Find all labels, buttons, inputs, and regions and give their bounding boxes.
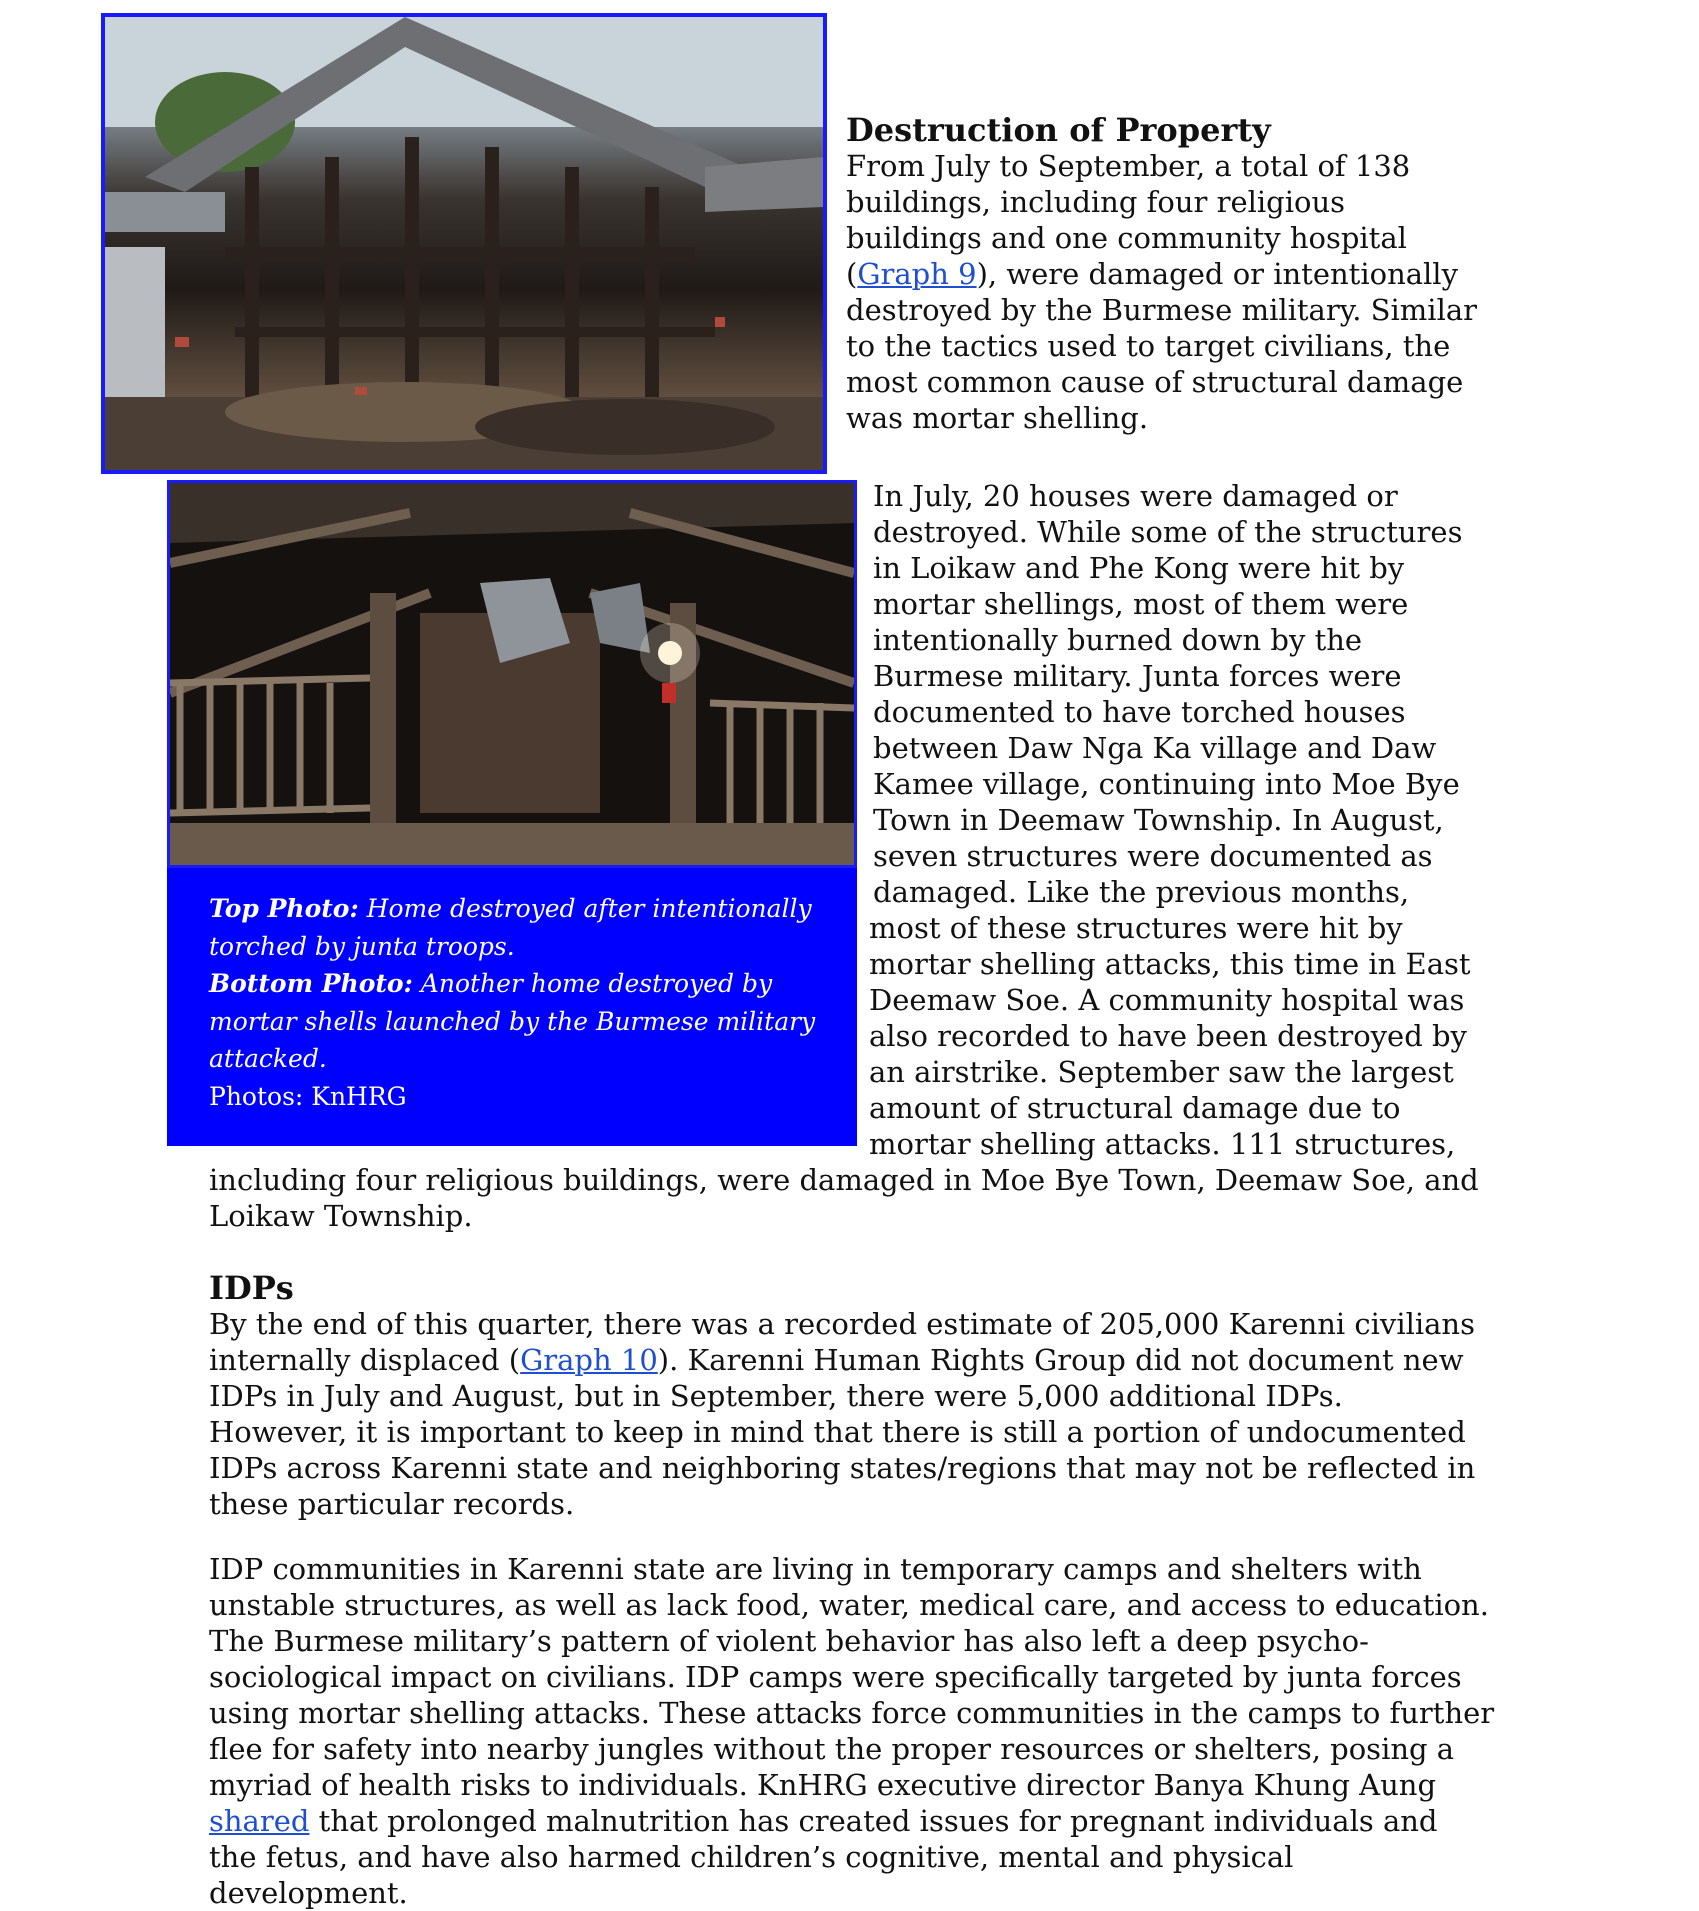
text-fragment: ), were damaged or intentionally <box>976 257 1458 291</box>
text-line <box>209 1803 1539 1839</box>
text-line: buildings and one community hospital <box>846 221 1407 255</box>
text-line: the fetus, and have also harmed children’s cognitive, mental and physical <box>209 1840 1294 1874</box>
text-line: amount of structural damage due to <box>869 1091 1401 1125</box>
text-line: destroyed by the Burmese military. Similar <box>846 293 1478 327</box>
text-line: between Daw Nga Ka village and Daw <box>873 731 1437 765</box>
text-line: these particular records. <box>209 1487 575 1521</box>
caption-bottom-line-1 <box>209 965 817 1003</box>
text-fragment: ( <box>846 257 858 291</box>
text-line: seven structures were documented as <box>873 839 1433 873</box>
text-line: myriad of health risks to individuals. KnHRG executive director Banya Khung Aung <box>209 1768 1437 1802</box>
caption-bottom-line-3: attacked. <box>209 1044 327 1073</box>
destruction-paragraph-2-lower <box>869 910 1499 1162</box>
text-line: mortar shelling attacks, this time in East <box>869 947 1471 981</box>
photo-caption-box <box>167 868 857 1146</box>
caption-top-label: Top Photo: <box>209 894 359 923</box>
text-line: in Loikaw and Phe Kong were hit by <box>873 551 1405 585</box>
caption-top-line-2: torched by junta troops. <box>209 931 515 961</box>
text-line: Loikaw Township. <box>209 1199 473 1233</box>
caption-bottom-line-2: mortar shells launched by the Burmese military <box>209 1006 816 1036</box>
top-photo-burned-house <box>101 13 827 474</box>
text-line: most of these structures were hit by <box>869 911 1403 945</box>
text-line: sociological impact on civilians. IDP camps were specifically targeted by junta forces <box>209 1660 1462 1694</box>
text-line: an airstrike. September saw the largest <box>869 1055 1454 1089</box>
damaged-interior-illustration <box>170 483 854 865</box>
text-line: However, it is important to keep in mind that there is still a portion of undocumented <box>209 1415 1466 1449</box>
text-fragment: that prolonged malnutrition has created issues for pregnant individuals and <box>309 1804 1438 1838</box>
text-line: The Burmese military’s pattern of violent behavior has also left a deep psycho- <box>209 1624 1369 1658</box>
text-line: mortar shelling attacks. 111 structures, <box>869 1127 1456 1161</box>
caption-bottom-label: Bottom Photo: <box>209 969 413 998</box>
text-line: mortar shellings, most of them were <box>873 587 1409 621</box>
bottom-photo-damaged-interior <box>167 480 857 868</box>
idps-heading: IDPs <box>209 1269 294 1307</box>
text-line: intentionally burned down by the <box>873 623 1363 657</box>
caption-top-line-1 <box>209 890 817 928</box>
text-fragment: internally displaced ( <box>209 1343 521 1377</box>
text-line: Kamee village, continuing into Moe Bye <box>873 767 1460 801</box>
graph-9-link[interactable]: Graph 9 <box>857 257 977 291</box>
text-line: flee for safety into nearby jungles without the proper resources or shelters, posing a <box>209 1732 1455 1766</box>
text-line: buildings, including four religious <box>846 185 1346 219</box>
text-line: also recorded to have been destroyed by <box>869 1019 1467 1053</box>
text-line: development. <box>209 1876 408 1910</box>
burned-house-illustration <box>105 17 823 470</box>
text-line: destroyed. While some of the structures <box>873 515 1463 549</box>
text-line: In July, 20 houses were damaged or <box>873 479 1398 513</box>
text-line: including four religious buildings, were damaged in Moe Bye Town, Deemaw Soe, and <box>209 1163 1479 1197</box>
caption-bottom-text: Another home destroyed by <box>412 969 773 998</box>
text-fragment: ). Karenni Human Rights Group did not document new <box>657 1343 1464 1377</box>
text-line: using mortar shelling attacks. These attacks force communities in the camps to further <box>209 1696 1495 1730</box>
text-line <box>209 1342 1539 1378</box>
text-line: Town in Deemaw Township. In August, <box>873 803 1444 837</box>
text-line <box>846 256 1486 292</box>
destruction-paragraph-2-full-width <box>209 1162 1539 1234</box>
caption-credit: Photos: KnHRG <box>209 1081 407 1111</box>
text-line: documented to have torched houses <box>873 695 1406 729</box>
idps-paragraph-1 <box>209 1306 1539 1522</box>
text-line: most common cause of structural damage <box>846 365 1464 399</box>
destruction-paragraph-1 <box>846 148 1486 436</box>
destruction-paragraph-2-upper <box>873 478 1493 910</box>
caption-top-text: Home destroyed after intentionally <box>358 894 812 923</box>
text-line: damaged. Like the previous months, <box>873 875 1410 909</box>
text-line: unstable structures, as well as lack food, water, medical care, and access to education. <box>209 1588 1489 1622</box>
text-line: Deemaw Soe. A community hospital was <box>869 983 1465 1017</box>
idps-paragraph-2 <box>209 1551 1539 1911</box>
destruction-heading: Destruction of Property <box>846 111 1271 149</box>
shared-link[interactable]: shared <box>209 1804 310 1838</box>
text-line: IDP communities in Karenni state are living in temporary camps and shelters with <box>209 1552 1422 1586</box>
text-line: From July to September, a total of 138 <box>846 149 1411 183</box>
text-line: IDPs across Karenni state and neighboring states/regions that may not be reflected in <box>209 1451 1476 1485</box>
graph-10-link[interactable]: Graph 10 <box>520 1343 658 1377</box>
text-line: By the end of this quarter, there was a recorded estimate of 205,000 Karenni civilians <box>209 1307 1475 1341</box>
text-line: IDPs in July and August, but in September, there were 5,000 additional IDPs. <box>209 1379 1343 1413</box>
text-line: was mortar shelling. <box>846 401 1149 435</box>
destruction-section-top <box>846 112 1486 436</box>
text-line: to the tactics used to target civilians, the <box>846 329 1451 363</box>
idps-section <box>209 1270 1539 1911</box>
text-line: Burmese military. Junta forces were <box>873 659 1402 693</box>
